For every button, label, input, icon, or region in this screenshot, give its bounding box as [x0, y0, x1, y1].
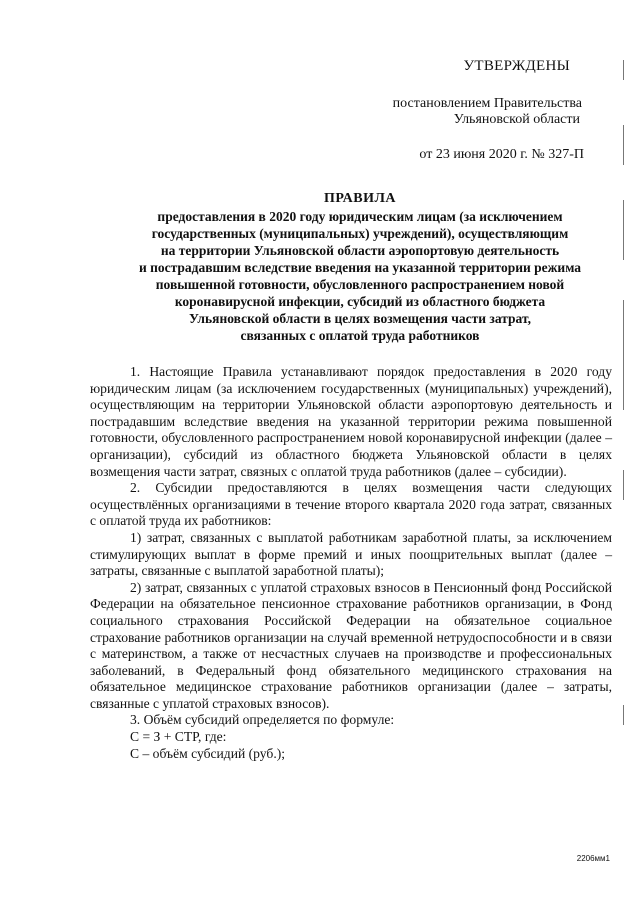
title-line: связанных с оплатой труда работников: [240, 328, 480, 343]
formula-definition: С – объём субсидий (руб.);: [130, 745, 286, 761]
scan-edge-mark: [623, 705, 624, 725]
title-line: Ульяновской области в целях возмещения части затрат,: [189, 311, 531, 326]
paragraph-3: 3. Объём субсидий определяется по формуле:: [130, 712, 395, 728]
document-title: [90, 190, 630, 344]
scan-edge-mark: [623, 300, 624, 410]
footer-code: 2206мм1: [576, 854, 610, 863]
title-line: государственных (муниципальных) учреждений), осуществляющим: [151, 226, 569, 241]
paragraph-2-item-1: 1) затрат, связанных с выплатой работникам заработной платы, за исключением стимулирующих выплат в форме премий и иных поощрительных выплат (далее – затраты, связанные с выплатой заработной платы);: [90, 529, 612, 579]
title-line: на территории Ульяновской области аэропортовую деятельность: [160, 243, 560, 258]
paragraph-2: 2. Субсидии предоставляются в целях возмещения части следующих осуществлённых организациями в течение второго квартала 2020 года затрат, связанных с оплатой труда их работников:: [90, 480, 612, 529]
paragraph-2-item-2: 2) затрат, связанных с уплатой страховых взносов в Пенсионный фонд Российской Федерации на обязательное пенсионное страхование работников организации, в Фонд социального страхования Российской Федерации на обязательное социальное страхование работников организации на случай временной нетрудоспособности и в связи с материнством, а также от несчастных случаев на производстве и профессиональных заболеваний, в Федеральный фонд обязательного медицинского страхования на обязательное медицинское страхование работников организации (далее – затраты, связанные с уплатой страховых взносов).: [90, 579, 612, 711]
scan-edge-mark: [623, 60, 624, 80]
scan-edge-mark: [623, 200, 624, 260]
paragraph-1: 1. Настоящие Правила устанавливают порядок предоставления в 2020 году юридическим лицам (за исключением государственных (муниципальных) учреждений), осуществляющим на территории Ульяновской области аэропортовую деятельность и пострадавшим вследствие введения на указанной территории режима повышенной готовности, обусловленного распространением новой коронавирусной инфекции (далее – организации), субсидий из областного бюджета Ульяновской области в целях возмещения части затрат, связных с оплатой труда работников (далее – субсидии).: [90, 364, 612, 479]
title-line: повышенной готовности, обусловленного распространением новой: [155, 277, 565, 292]
approval-title: УТВЕРЖДЕНЫ: [463, 58, 570, 74]
scan-edge-mark: [623, 125, 624, 165]
title-line: предоставления в 2020 году юридическим лицам (за исключением: [157, 209, 563, 224]
approval-line-1: постановлением Правительства: [392, 96, 582, 111]
scan-edge-mark: [623, 470, 624, 500]
formula: С = З + СТР, где:: [130, 729, 227, 745]
approval-date-number: от 23 июня 2020 г. № 327-П: [419, 147, 584, 162]
approval-line-2: Ульяновской области: [453, 112, 580, 127]
document-body: [90, 364, 612, 762]
title-heading: ПРАВИЛА: [323, 191, 397, 206]
title-line: и пострадавшим вследствие введения на указанной территории режима: [138, 260, 582, 275]
title-line: коронавирусной инфекции, субсидий из областного бюджета: [174, 294, 546, 309]
